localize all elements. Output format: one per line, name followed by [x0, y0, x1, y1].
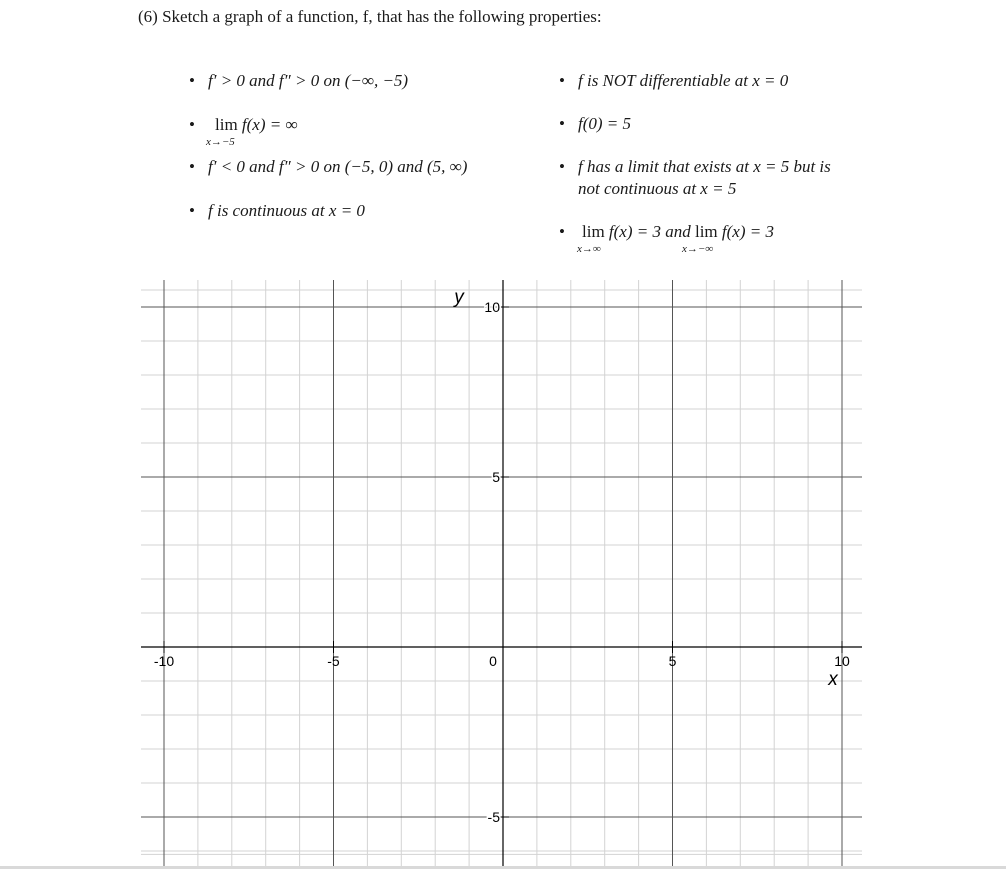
property-text: f(x) = 3 — [717, 222, 774, 241]
x-axis-label: x — [828, 669, 838, 690]
bullet-dot: • — [189, 201, 195, 220]
minor-grid-lines — [141, 280, 862, 866]
limit-subscript: x→∞ — [577, 243, 601, 255]
x-tick-label--5: -5 — [327, 653, 340, 669]
axes — [141, 280, 862, 866]
x-tick-label--10: -10 — [153, 653, 175, 669]
property-text-line1: f has a limit that exists at x = 5 but is — [578, 157, 831, 176]
x-tick-label-5: 5 — [668, 653, 677, 669]
y-axis-label: y — [454, 287, 464, 308]
property-text: f′ > 0 and f″ > 0 on (−∞, −5) — [208, 71, 409, 90]
limit-operator: lim x→∞ — [582, 221, 605, 243]
property-text: f′ < 0 and f″ > 0 on (−5, 0) and (5, ∞) — [208, 157, 468, 176]
major-grid-lines — [141, 280, 862, 866]
y-tick-label-5: 5 — [492, 469, 500, 485]
limit-operator: lim x→−∞ — [695, 221, 718, 243]
bullet-dot: • — [559, 157, 565, 176]
bullet-dot: • — [189, 157, 195, 176]
property-text: f(x) = 3 and — [604, 222, 695, 241]
property-text: f is continuous at x = 0 — [208, 201, 365, 220]
property-text: f is NOT differentiable at x = 0 — [578, 71, 789, 90]
y-tick-label-10: 10 — [484, 299, 500, 315]
y-tick-label--5: -5 — [487, 809, 500, 825]
bullet-dot: • — [559, 222, 565, 241]
bullet-dot: • — [559, 71, 565, 90]
x-tick-label-0: 0 — [489, 653, 497, 669]
limit-subscript: x→−5 — [206, 136, 235, 148]
property-text: f(x) = ∞ — [237, 115, 298, 134]
limit-operator: lim x→−5 — [215, 114, 238, 136]
property-text: f(0) = 5 — [578, 114, 632, 133]
property-text-line2: not continuous at x = 5 — [578, 179, 737, 198]
bullet-dot: • — [559, 114, 565, 133]
bullet-dot: • — [189, 115, 195, 134]
problem-title: (6) Sketch a graph of a function, f, that has the following properties: — [138, 7, 602, 26]
limit-subscript: x→−∞ — [681, 243, 714, 255]
tick-labels — [154, 287, 850, 825]
bullet-dot: • — [189, 71, 195, 90]
x-tick-label-10: 10 — [834, 653, 850, 669]
